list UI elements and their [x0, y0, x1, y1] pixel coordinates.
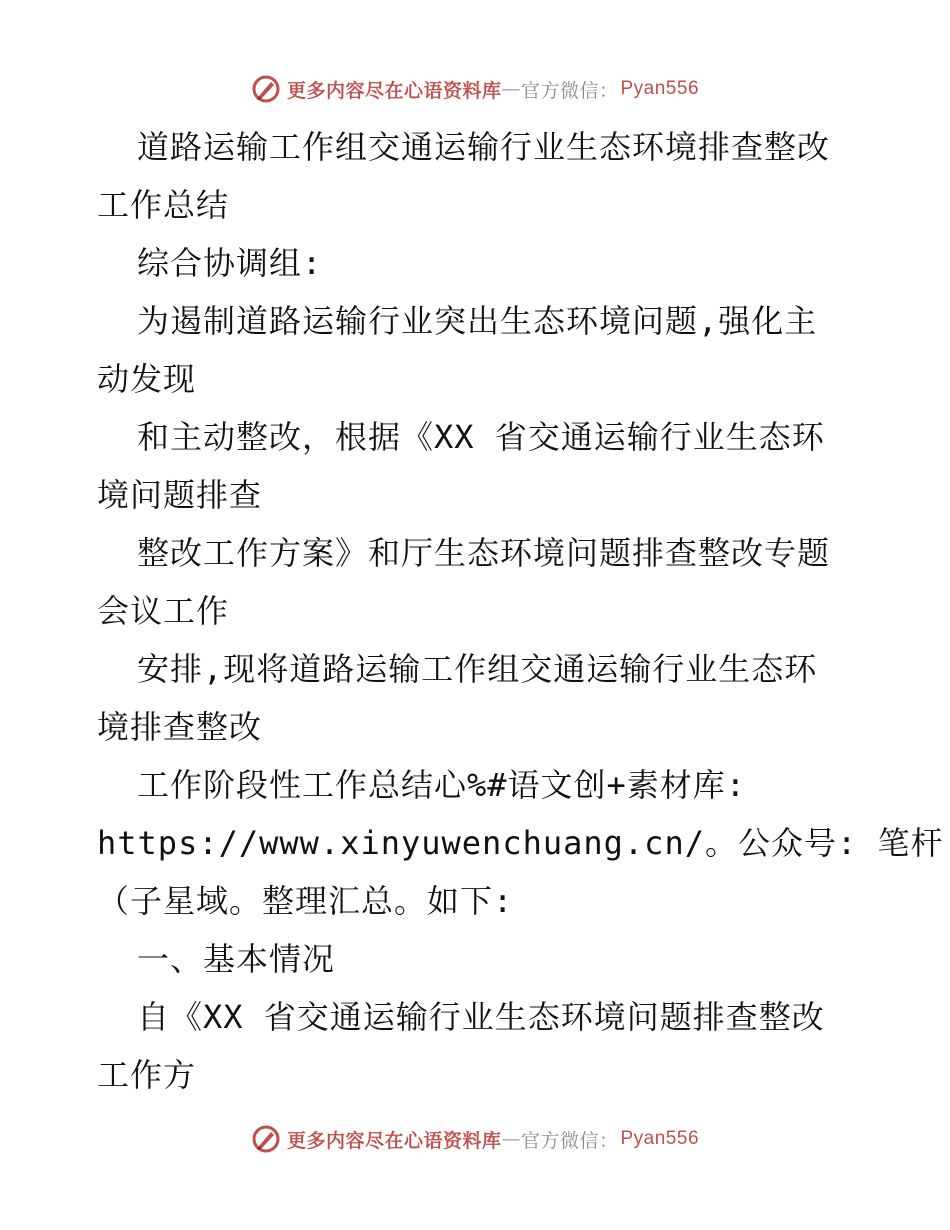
pen-logo-icon — [251, 1124, 281, 1154]
watermark-dash: — — [501, 1128, 521, 1150]
paragraph-line: 安排,现将道路运输工作组交通运输行业生态环 — [137, 650, 818, 688]
watermark-main-text: 更多内容尽在心语资料库 — [286, 79, 502, 102]
paragraph-line: 自《XX 省交通运输行业生态环境问题排查整改 — [137, 998, 825, 1036]
watermark-wechat-id: Pyan556 — [620, 1128, 700, 1149]
title-line-1: 道路运输工作组交通运输行业生态环境排查整改 — [137, 128, 831, 166]
watermark-wechat-label: 官方微信： — [520, 79, 619, 102]
paragraph-line: 境排查整改 — [97, 708, 263, 746]
paragraph-line: 工作阶段性工作总结心%#语文创+素材库: — [137, 766, 747, 804]
document-body — [97, 118, 944, 1104]
header-watermark — [0, 74, 950, 104]
paragraph-line: 动发现 — [97, 360, 197, 398]
paragraph-line: 会议工作 — [97, 592, 230, 630]
pen-logo-icon — [251, 74, 281, 104]
paragraph-line: （子星域。整理汇总。如下: — [97, 882, 514, 920]
watermark-wechat-label: 官方微信： — [520, 1129, 619, 1152]
footer-watermark — [0, 1124, 950, 1154]
paragraph-line: 综合协调组: — [137, 244, 323, 282]
paragraph-line: 境问题排查 — [97, 476, 263, 514]
paragraph-line: 整改工作方案》和厅生态环境问题排查整改专题 — [137, 534, 831, 572]
watermark-main-text: 更多内容尽在心语资料库 — [286, 1129, 502, 1152]
watermark-wechat-id: Pyan556 — [620, 78, 700, 99]
paragraph-line: 为遏制道路运输行业突出生态环境问题,强化主 — [137, 302, 818, 340]
paragraph-line: 工作方 — [97, 1056, 197, 1094]
watermark-dash: — — [501, 78, 521, 100]
section-heading: 一、基本情况 — [137, 940, 336, 978]
paragraph-line: 和主动整改，根据《XX 省交通运输行业生态环 — [137, 418, 825, 456]
url-line: https://www.xinyuwenchuang.cn/。公众号: 笔杆 — [97, 824, 944, 862]
title-line-2: 工作总结 — [97, 186, 230, 224]
